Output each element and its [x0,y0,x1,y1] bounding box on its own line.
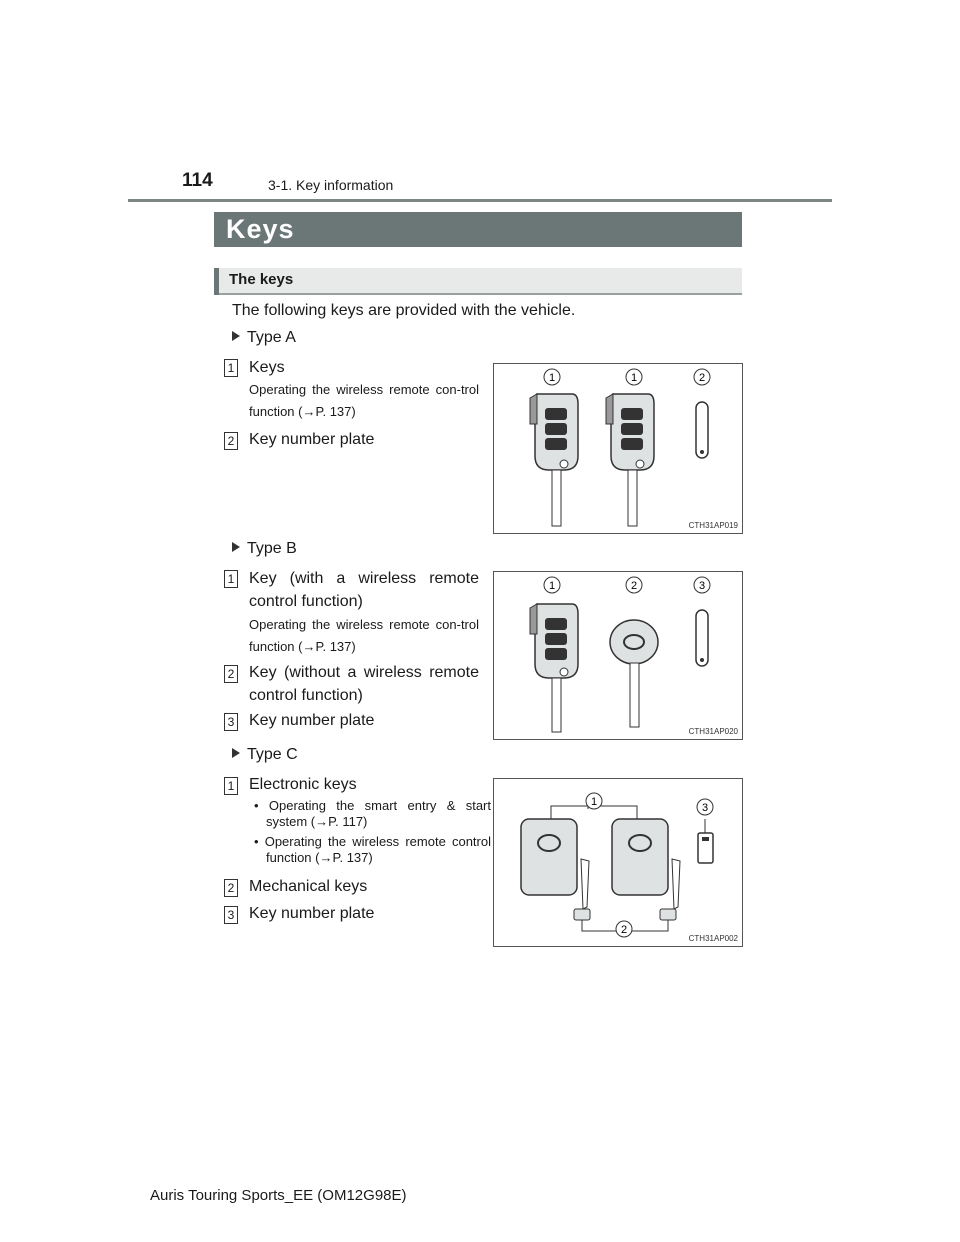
figure-type-a [493,363,743,534]
smart-key-icon [521,819,590,920]
callout-label: 3 [701,802,709,814]
triangle-icon [232,331,240,341]
item-bullet: • Operating the smart entry & start system (→P. 117) [254,798,491,829]
key-number-plate-icon [698,833,713,863]
triangle-icon [232,542,240,552]
callout-label: 1 [548,580,556,592]
item-note: Operating the wireless remote con-trol function (→P. 137) [249,382,479,419]
type-a-heading: Type A [232,329,296,347]
callout-label: 3 [698,580,706,592]
item-number: 1 [224,570,238,588]
item-label: Key (with a wireless remote control function) [249,570,479,610]
page-title-bar [214,212,742,247]
callout-label: 1 [590,796,598,808]
callout-label: 2 [620,924,628,936]
figure-type-b [493,571,743,740]
page-title: Keys [226,214,295,244]
keys-illustration [494,572,742,739]
item-label: Electronic keys [249,776,357,793]
key-number-plate-icon [696,402,708,458]
plain-key-icon [610,620,658,727]
item-number: 1 [224,359,238,377]
item-label: Key number plate [249,431,375,448]
item-label: Mechanical keys [249,878,368,895]
keys-illustration [494,364,742,533]
figure-code: CTH31AP002 [688,934,738,943]
item-number: 2 [224,665,238,683]
key-number-plate-icon [696,610,708,666]
item-number: 2 [224,879,238,897]
section-title: 3-1. Key information [268,177,394,193]
smart-key-icon [612,819,680,920]
item-label: Key (without a wireless remote control function) [249,664,479,704]
figure-type-c [493,778,743,947]
callout-label: 2 [630,580,638,592]
item-number: 2 [224,432,238,450]
figure-code: CTH31AP020 [688,727,738,736]
page-number: 114 [182,170,213,191]
type-c-heading: Type C [232,746,298,764]
callout-label: 1 [548,372,556,384]
item-label: Key number plate [249,905,375,922]
flip-key-icon [530,604,578,732]
item-label: Key number plate [249,712,375,729]
callout-label: 1 [630,372,638,384]
triangle-icon [232,748,240,758]
item-number: 3 [224,906,238,924]
type-b-heading: Type B [232,540,297,558]
flip-key-icon [530,394,578,526]
figure-code: CTH31AP019 [688,521,738,530]
intro-text: The following keys are provided with the vehicle. [232,302,576,319]
item-note: Operating the wireless remote con-trol function (→P. 137) [249,617,479,654]
callout-label: 2 [698,372,706,384]
item-label: Keys [249,359,285,376]
subheading: The keys [229,271,294,288]
footer-text: Auris Touring Sports_EE (OM12G98E) [150,1187,407,1204]
subheading-bar [214,268,742,295]
header-divider [128,199,832,202]
item-number: 1 [224,777,238,795]
item-bullet: • Operating the wireless remote control function (→P. 137) [254,834,491,865]
flip-key-icon [606,394,654,526]
item-number: 3 [224,713,238,731]
keys-illustration [494,779,742,946]
